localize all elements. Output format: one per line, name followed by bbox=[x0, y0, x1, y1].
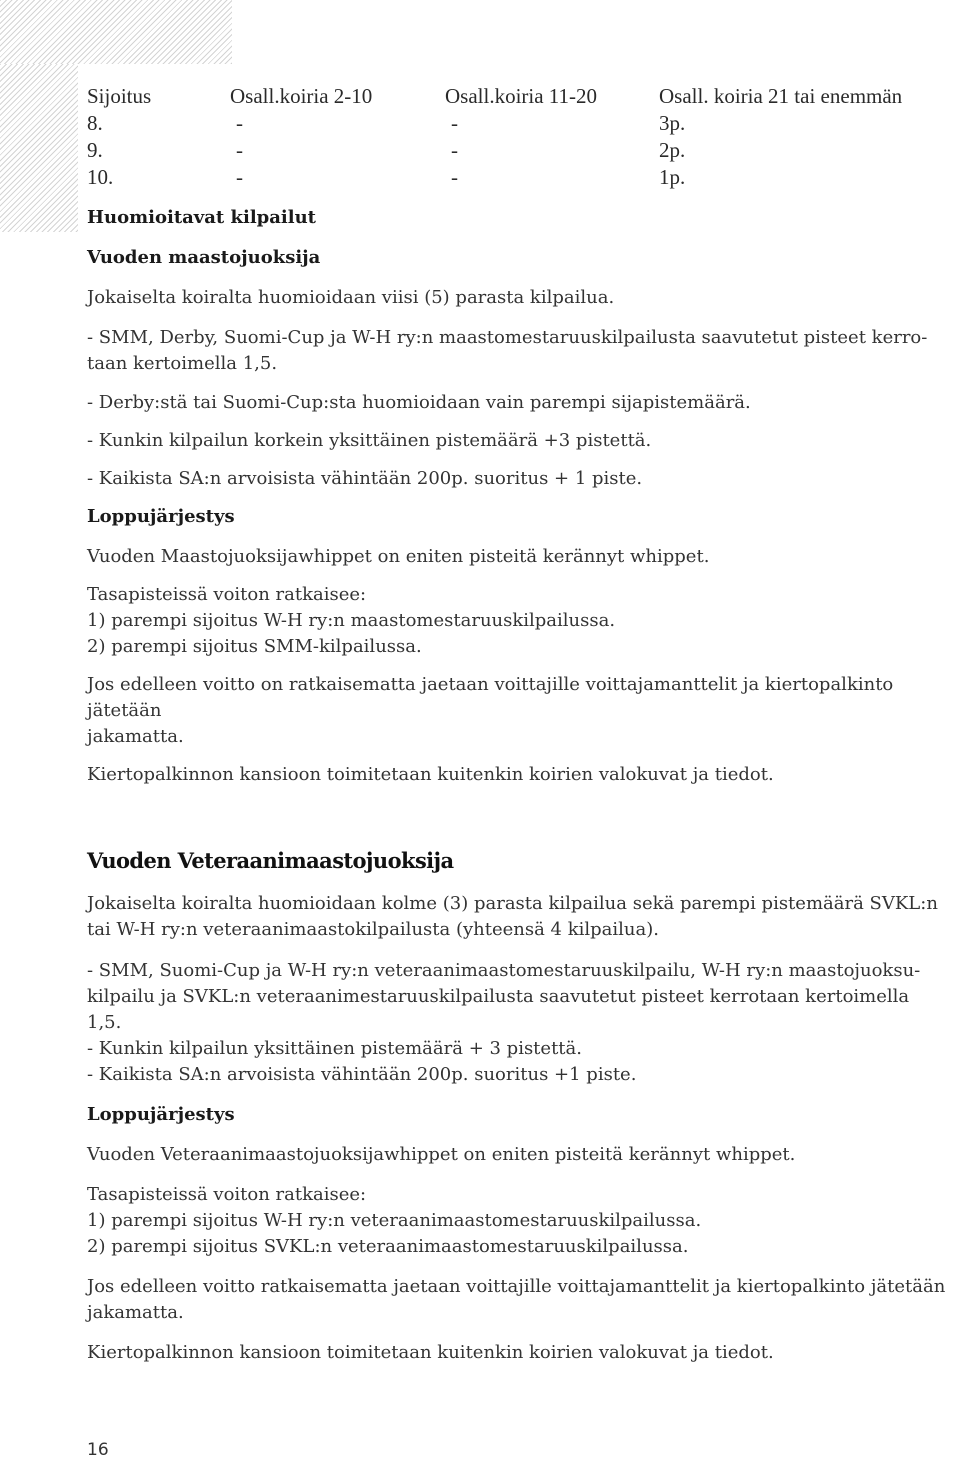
intro-text: Jokaiselta koiralta huomioidaan kolme (3) parasta kilpailua sekä parempi pistemäärä SVKL:n bbox=[87, 893, 938, 914]
rule-text: taan kertoimella 1,5. bbox=[87, 353, 278, 374]
table-row bbox=[87, 137, 947, 164]
table-cell: 2p. bbox=[659, 138, 686, 162]
tie-rule: 2) parempi sijoitus SVKL:n veteraanimaastomestaruuskilpailussa. bbox=[87, 1236, 689, 1257]
table-cell: 1p. bbox=[659, 165, 686, 189]
rule-text: - SMM, Suomi-Cup ja W-H ry:n veteraanimaastomestaruuskilpailu, W-H ry:n maastojuoksu- bbox=[87, 960, 921, 981]
tie-heading: Tasapisteissä voiton ratkaisee: bbox=[87, 1184, 367, 1205]
intro-text: tai W-H ry:n veteraanimaastokilpailusta (yhteensä 4 kilpailua). bbox=[87, 919, 659, 940]
side-hatch-decoration bbox=[0, 64, 78, 232]
order-heading: Loppujärjestys bbox=[87, 1104, 235, 1125]
table-cell: - bbox=[451, 165, 458, 189]
table-cell: 10. bbox=[87, 165, 114, 189]
rule-text: - Kunkin kilpailun korkein yksittäinen pistemäärä +3 pistettä. bbox=[87, 430, 652, 451]
undecided-text: Jos edelleen voitto on ratkaisematta jaetaan voittajille voittajamanttelit ja kiertopalkinto jätetään bbox=[87, 674, 894, 721]
table-row bbox=[87, 164, 947, 191]
table-header-cell: Sijoitus bbox=[87, 84, 152, 108]
rule-text: kilpailu ja SVKL:n veteraanimestaruuskilpailusta saavutetut pisteet kerrotaan kertoimella 1,5. bbox=[87, 986, 910, 1033]
table-cell: - bbox=[236, 138, 243, 162]
points-table bbox=[87, 83, 947, 191]
table-row bbox=[87, 110, 947, 137]
section-heading: Vuoden Veteraanimaastojuoksija bbox=[87, 848, 454, 873]
table-cell: - bbox=[451, 111, 458, 135]
undecided-text: jakamatta. bbox=[87, 1302, 184, 1323]
table-header-cell: Osall. koiria 21 tai enemmän bbox=[659, 84, 903, 108]
page-number: 16 bbox=[87, 1440, 109, 1460]
table-cell: 9. bbox=[87, 138, 103, 162]
rule-text: - SMM, Derby, Suomi-Cup ja W-H ry:n maastomestaruuskilpailusta saavutetut pisteet kerro- bbox=[87, 327, 928, 348]
album-text: Kiertopalkinnon kansioon toimitetaan kuitenkin koirien valokuvat ja tiedot. bbox=[87, 764, 774, 785]
table-header-row bbox=[87, 83, 947, 110]
order-text: Vuoden Veteraanimaastojuoksijawhippet on eniten pisteitä kerännyt whippet. bbox=[87, 1144, 796, 1165]
undecided-text: Jos edelleen voitto ratkaisematta jaetaan voittajille voittajamanttelit ja kiertopalkinto jätetään bbox=[87, 1276, 946, 1297]
rule-text: - Kaikista SA:n arvoisista vähintään 200p. suoritus + 1 piste. bbox=[87, 468, 643, 489]
undecided-text: jakamatta. bbox=[87, 726, 184, 747]
table-cell: - bbox=[236, 165, 243, 189]
tie-rule: 1) parempi sijoitus W-H ry:n maastomestaruuskilpailussa. bbox=[87, 610, 616, 631]
tie-heading: Tasapisteissä voiton ratkaisee: bbox=[87, 584, 367, 605]
sub-heading: Vuoden maastojuoksija bbox=[87, 247, 321, 268]
rule-text: - Kaikista SA:n arvoisista vähintään 200p. suoritus +1 piste. bbox=[87, 1064, 637, 1085]
section-heading: Huomioitavat kilpailut bbox=[87, 207, 316, 228]
tie-rule: 2) parempi sijoitus SMM-kilpailussa. bbox=[87, 636, 422, 657]
table-cell: - bbox=[451, 138, 458, 162]
order-heading: Loppujärjestys bbox=[87, 506, 235, 527]
tie-rule: 1) parempi sijoitus W-H ry:n veteraanimaastomestaruuskilpailussa. bbox=[87, 1210, 702, 1231]
album-text: Kiertopalkinnon kansioon toimitetaan kuitenkin koirien valokuvat ja tiedot. bbox=[87, 1342, 774, 1363]
table-header-cell: Osall.koiria 2-10 bbox=[230, 84, 373, 108]
order-text: Vuoden Maastojuoksijawhippet on eniten pisteitä kerännyt whippet. bbox=[87, 546, 710, 567]
page-content bbox=[87, 83, 947, 1366]
rule-text: - Derby:stä tai Suomi-Cup:sta huomioidaan vain parempi sijapistemäärä. bbox=[87, 392, 751, 413]
table-cell: 3p. bbox=[659, 111, 686, 135]
intro-text: Jokaiselta koiralta huomioidaan viisi (5) parasta kilpailua. bbox=[87, 287, 615, 308]
table-header-cell: Osall.koiria 11-20 bbox=[445, 84, 598, 108]
table-cell: 8. bbox=[87, 111, 103, 135]
table-cell: - bbox=[236, 111, 243, 135]
rule-text: - Kunkin kilpailun yksittäinen pistemäärä + 3 pistettä. bbox=[87, 1038, 582, 1059]
corner-hatch-decoration bbox=[0, 0, 232, 64]
